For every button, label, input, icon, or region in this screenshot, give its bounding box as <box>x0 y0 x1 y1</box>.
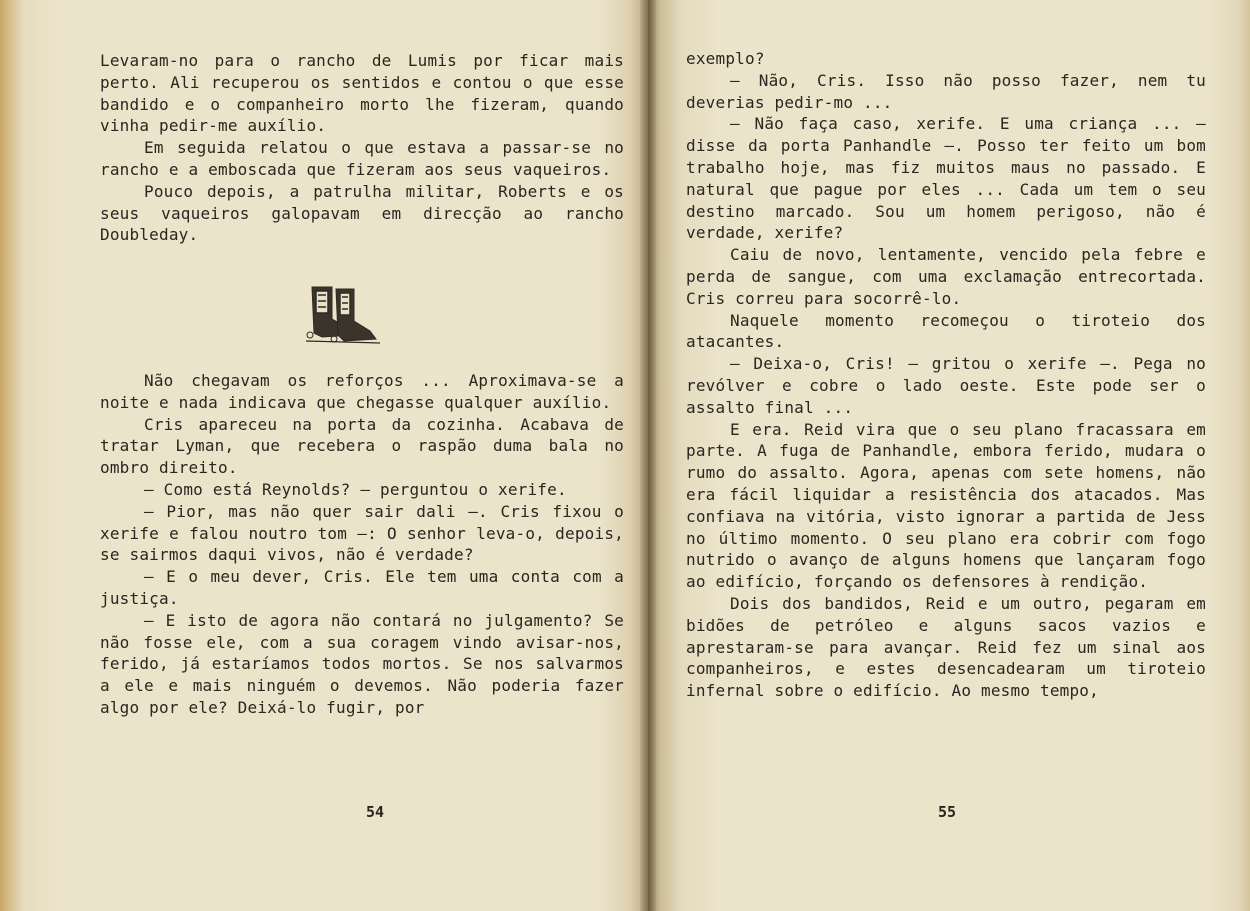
paragraph: E era. Reid vira que o seu plano fracassara em parte. A fuga de Panhandle, embora ferido, mudara o rumo do assalto. Agora, apenas com sete homens, não era fácil liquidar a resistência dos atacados. Mas confiava na vitória, visto ignorar a partida de Jess no último momento. O seu plano era cobrir com fogo nutrido o avanço de alguns homens que lançaram fogo ao edifício, forçando os defensores à rendição. <box>686 419 1206 592</box>
paragraph: — Não faça caso, xerife. E uma criança ... — disse da porta Panhandle —. Posso ter feito um bom trabalho hoje, mas fiz muitos maus no passado. E natural que pague por eles ... Cada um tem o seu destino marcado. Sou um homem perigoso, não é verdade, xerife? <box>686 114 1206 243</box>
paragraph: — Como está Reynolds? — perguntou o xerife. <box>144 479 567 499</box>
paragraph: exemplo? <box>686 49 765 68</box>
book-gutter <box>640 0 656 911</box>
paragraph: Em seguida relatou o que estava a passar-se no rancho e a emboscada que fizeram aos seus vaqueiros. <box>100 138 624 179</box>
paragraph: Pouco depois, a patrulha militar, Roberts e os seus vaqueiros galopavam em direcção ao rancho Doubleday. <box>100 181 624 245</box>
paragraph: — Pior, mas não quer sair dali —. Cris fixou o xerife e falou noutro tom —: O senhor leva-o, depois, se sairmos daqui vivos, não é verdade? <box>100 501 624 565</box>
paragraph: Dois dos bandidos, Reid e um outro, pegaram em bidões de petróleo e alguns sacos vazios e aprestaram-se para avançar. Reid fez um sinal aos companheiros, e estes desencadearam um tiroteio infernal sobre o edifício. Ao mesmo tempo, <box>686 593 1206 701</box>
page-number-left: 54 <box>366 803 385 821</box>
left-text-block-bottom <box>100 370 624 719</box>
paragraph: — E isto de agora não contará no julgamento? Se não fosse ele, com a sua coragem vindo avisar-nos, ferido, já estaríamos todos mortos. Se nos salvarmos a ele e mais ninguém o devemos. Não poderia fazer algo por ele? Deixá-lo fugir, por <box>100 610 624 717</box>
paragraph: — Deixa-o, Cris! — gritou o xerife —. Pega no revólver e cobre o lado oeste. Este pode ser o assalto final ... <box>686 354 1206 417</box>
paragraph: Naquele momento recomeçou o tiroteio dos atacantes. <box>686 310 1206 352</box>
paragraph: Cris apareceu na porta da cozinha. Acabava de tratar Lyman, que recebera o raspão duma bala no ombro direito. <box>100 414 624 478</box>
right-text-block <box>686 48 1206 702</box>
paragraph: Não chegavam os reforços ... Aproximava-se a noite e nada indicava que chegasse qualquer auxílio. <box>100 371 624 412</box>
page-number-right: 55 <box>938 803 957 821</box>
paragraph: Caiu de novo, lentamente, vencido pela febre e perda de sangue, com uma exclamação entrecortada. Cris correu para socorrê-lo. <box>686 245 1206 308</box>
cowboy-boots-icon <box>302 283 382 347</box>
paragraph: — Não, Cris. Isso não posso fazer, nem tu deverias pedir-mo ... <box>686 70 1206 112</box>
paragraph: Levaram-no para o rancho de Lumis por ficar mais perto. Ali recuperou os sentidos e contou o que esse bandido e o companheiro morto lhe fizeram, quando vinha pedir-me auxílio. <box>100 51 624 136</box>
paragraph: — E o meu dever, Cris. Ele tem uma conta com a justiça. <box>100 567 624 608</box>
left-text-block-top <box>100 50 624 246</box>
